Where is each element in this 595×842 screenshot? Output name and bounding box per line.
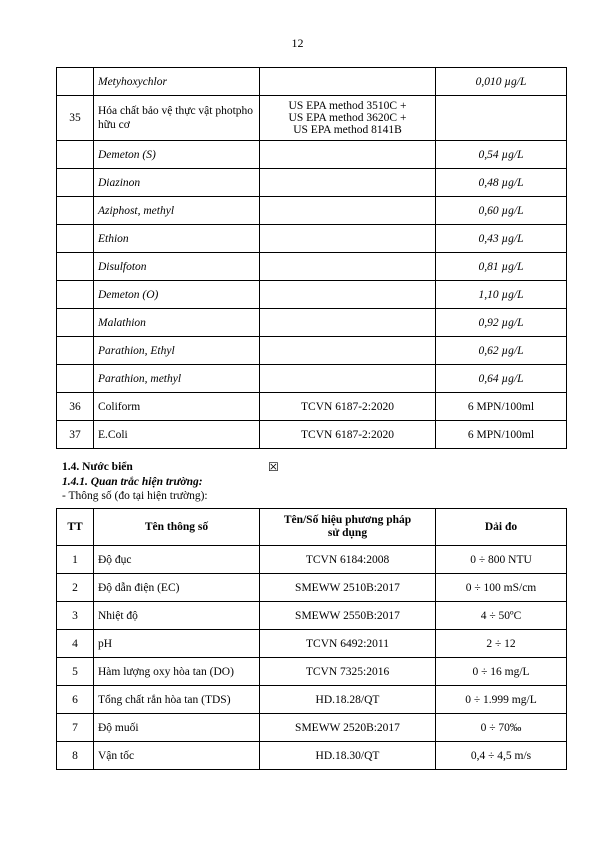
method-line: US EPA method 3620C + <box>288 112 407 124</box>
detection-limit: 0,92 µg/L <box>436 309 567 337</box>
method-cell: SMEWW 2520B:2017 <box>260 714 436 742</box>
table-row <box>57 169 567 197</box>
measurement-range: 0 ÷ 16 mg/L <box>436 658 567 686</box>
row-number <box>57 225 94 253</box>
method-cell <box>260 309 436 337</box>
parameter-name: Diazinon <box>94 169 260 197</box>
section-title: 1.4. Nước biển <box>62 461 133 473</box>
detection-limit <box>436 96 567 141</box>
parameter-name: Disulfoton <box>94 253 260 281</box>
parameter-name: Demeton (O) <box>94 281 260 309</box>
parameter-name: Hóa chất bảo vệ thực vật photpho hữu cơ <box>94 96 260 141</box>
table-row <box>57 96 567 141</box>
parameter-name: pH <box>94 630 260 658</box>
method-cell <box>260 197 436 225</box>
row-number: 3 <box>57 602 94 630</box>
method-cell <box>260 141 436 169</box>
parameter-name: Demeton (S) <box>94 141 260 169</box>
method-cell <box>260 393 436 421</box>
parameter-note: - Thông số (đo tại hiện trường): <box>62 490 208 502</box>
method-cell: HD.18.30/QT <box>260 742 436 770</box>
detection-limit: 0,60 µg/L <box>436 197 567 225</box>
parameter-name: Độ đục <box>94 546 260 574</box>
table-row <box>57 714 567 742</box>
table-row <box>57 658 567 686</box>
header-method-line2: sử dụng <box>327 527 368 539</box>
method-cell <box>260 421 436 449</box>
row-number: 8 <box>57 742 94 770</box>
header-method <box>260 509 436 546</box>
pesticide-table <box>56 67 567 449</box>
row-number: 37 <box>57 421 94 449</box>
row-number: 5 <box>57 658 94 686</box>
method-cell: TCVN 6184:2008 <box>260 546 436 574</box>
row-number: 7 <box>57 714 94 742</box>
parameter-name: Nhiệt độ <box>94 602 260 630</box>
measurement-range: 0 ÷ 800 NTU <box>436 546 567 574</box>
method-cell <box>260 96 436 141</box>
table-row <box>57 546 567 574</box>
parameter-name: Coliform <box>94 393 260 421</box>
row-number <box>57 309 94 337</box>
parameter-name: E.Coli <box>94 421 260 449</box>
parameter-name: Parathion, Ethyl <box>94 337 260 365</box>
table-row <box>57 393 567 421</box>
measurement-range: 2 ÷ 12 <box>436 630 567 658</box>
page-number: 12 <box>291 36 304 50</box>
header-range: Dải đo <box>436 509 567 546</box>
table-row <box>57 68 567 96</box>
detection-limit: 1,10 µg/L <box>436 281 567 309</box>
table-row <box>57 253 567 281</box>
detection-limit: 0,62 µg/L <box>436 337 567 365</box>
parameter-name: Vận tốc <box>94 742 260 770</box>
table-row <box>57 309 567 337</box>
method-cell: TCVN 7325:2016 <box>260 658 436 686</box>
row-number <box>57 169 94 197</box>
header-tt: TT <box>57 509 94 546</box>
detection-limit: 0,54 µg/L <box>436 141 567 169</box>
parameter-name: Metyhoxychlor <box>94 68 260 96</box>
measurement-range: 0,4 ÷ 4,5 m/s <box>436 742 567 770</box>
row-number: 1 <box>57 546 94 574</box>
table-row <box>57 630 567 658</box>
header-method-line1: Tên/Số hiệu phương pháp <box>283 514 412 526</box>
table-row <box>57 225 567 253</box>
detection-limit: 0,010 µg/L <box>436 68 567 96</box>
table-row <box>57 197 567 225</box>
row-number <box>57 197 94 225</box>
table-row <box>57 742 567 770</box>
method-cell <box>260 68 436 96</box>
detection-limit: 0,81 µg/L <box>436 253 567 281</box>
row-number: 2 <box>57 574 94 602</box>
method-cell: SMEWW 2550B:2017 <box>260 602 436 630</box>
subsection-title: 1.4.1. Quan trắc hiện trường: <box>62 476 203 488</box>
parameter-name: Tổng chất rắn hòa tan (TDS) <box>94 686 260 714</box>
detection-limit: 6 MPN/100ml <box>436 393 567 421</box>
parameter-name: Độ dẫn điện (EC) <box>94 574 260 602</box>
method-cell: HD.18.28/QT <box>260 686 436 714</box>
row-number <box>57 141 94 169</box>
measurement-range: 0 ÷ 100 mS/cm <box>436 574 567 602</box>
measurement-range: 4 ÷ 50ºC <box>436 602 567 630</box>
method-line: US EPA method 8141B <box>293 124 402 136</box>
table-row <box>57 602 567 630</box>
header-name: Tên thông số <box>94 509 260 546</box>
method-line: TCVN 6187-2:2020 <box>301 400 394 413</box>
parameter-name: Ethion <box>94 225 260 253</box>
method-cell: TCVN 6492:2011 <box>260 630 436 658</box>
method-cell <box>260 253 436 281</box>
parameter-name: Aziphost, methyl <box>94 197 260 225</box>
row-number: 6 <box>57 686 94 714</box>
table-row <box>57 337 567 365</box>
detection-limit: 0,43 µg/L <box>436 225 567 253</box>
method-cell <box>260 169 436 197</box>
method-cell: SMEWW 2510B:2017 <box>260 574 436 602</box>
row-number: 35 <box>57 96 94 141</box>
table-row <box>57 141 567 169</box>
parameter-name: Độ muối <box>94 714 260 742</box>
detection-limit: 0,48 µg/L <box>436 169 567 197</box>
table-row <box>57 281 567 309</box>
row-number: 36 <box>57 393 94 421</box>
field-measurement-table <box>56 508 567 770</box>
row-number <box>57 365 94 393</box>
method-cell <box>260 225 436 253</box>
parameter-name: Parathion, methyl <box>94 365 260 393</box>
parameter-name: Malathion <box>94 309 260 337</box>
row-number <box>57 253 94 281</box>
table-row <box>57 574 567 602</box>
row-number <box>57 281 94 309</box>
table-header-row <box>57 509 567 546</box>
method-line: TCVN 6187-2:2020 <box>301 428 394 441</box>
table-row <box>57 686 567 714</box>
method-line: US EPA method 3510C + <box>288 100 407 112</box>
method-cell <box>260 337 436 365</box>
row-number <box>57 68 94 96</box>
row-number <box>57 337 94 365</box>
detection-limit: 6 MPN/100ml <box>436 421 567 449</box>
detection-limit: 0,64 µg/L <box>436 365 567 393</box>
table-row <box>57 365 567 393</box>
checked-box-icon[interactable]: ☒ <box>268 460 279 474</box>
method-cell <box>260 281 436 309</box>
row-number: 4 <box>57 630 94 658</box>
measurement-range: 0 ÷ 70‰ <box>436 714 567 742</box>
method-cell <box>260 365 436 393</box>
measurement-range: 0 ÷ 1.999 mg/L <box>436 686 567 714</box>
parameter-name: Hàm lượng oxy hòa tan (DO) <box>94 658 260 686</box>
table-row <box>57 421 567 449</box>
